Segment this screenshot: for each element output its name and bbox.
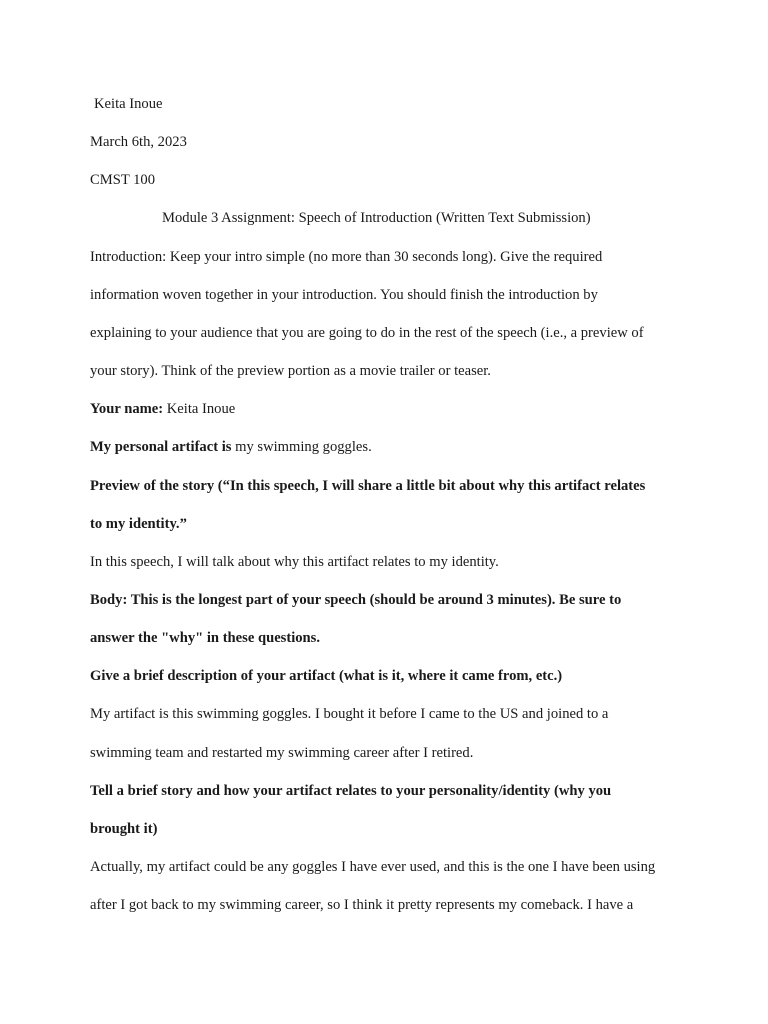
description-prompt: Give a brief description of your artifact (what is it, where it came from, etc.) — [90, 668, 563, 684]
body-prompt-line-2: answer the "why" in these questions. — [90, 630, 321, 646]
artifact-label: My personal artifact is — [90, 439, 232, 455]
story-prompt-line-2: brought it) — [90, 821, 158, 837]
artifact-row — [90, 438, 372, 456]
story-answer-line-1: Actually, my artifact could be any goggles I have ever used, and this is the one I have been using — [90, 859, 656, 875]
intro-line-3: explaining to your audience that you are going to do in the rest of the speech (i.e., a preview of — [90, 325, 644, 341]
document-title: Module 3 Assignment: Speech of Introduction (Written Text Submission) — [162, 210, 591, 226]
your-name-row — [90, 400, 235, 418]
description-answer-line-2: swimming team and restarted my swimming career after I retired. — [90, 745, 474, 761]
intro-line-2: information woven together in your introduction. You should finish the introduction by — [90, 287, 598, 303]
course: CMST 100 — [90, 172, 156, 188]
preview-prompt-line-1: Preview of the story (“In this speech, I will share a little bit about why this artifact relates — [90, 478, 646, 494]
body-prompt-line-1: Body: This is the longest part of your speech (should be around 3 minutes). Be sure to — [90, 592, 622, 608]
your-name-label: Your name: — [90, 401, 164, 417]
your-name-value: Keita Inoue — [163, 401, 236, 417]
preview-answer: In this speech, I will talk about why this artifact relates to my identity. — [90, 554, 499, 570]
preview-prompt-line-2: to my identity.” — [90, 516, 187, 532]
date: March 6th, 2023 — [90, 134, 187, 150]
story-prompt-line-1: Tell a brief story and how your artifact relates to your personality/identity (why you — [90, 783, 612, 799]
intro-line-1: Introduction: Keep your intro simple (no more than 30 seconds long). Give the required — [90, 249, 603, 265]
author-name: Keita Inoue — [94, 96, 163, 112]
artifact-value: my swimming goggles. — [231, 439, 372, 455]
story-answer-line-2: after I got back to my swimming career, so I think it pretty represents my comeback. I have a — [90, 897, 634, 913]
intro-line-4: your story). Think of the preview portion as a movie trailer or teaser. — [90, 363, 491, 379]
description-answer-line-1: My artifact is this swimming goggles. I bought it before I came to the US and joined to a — [90, 706, 609, 722]
